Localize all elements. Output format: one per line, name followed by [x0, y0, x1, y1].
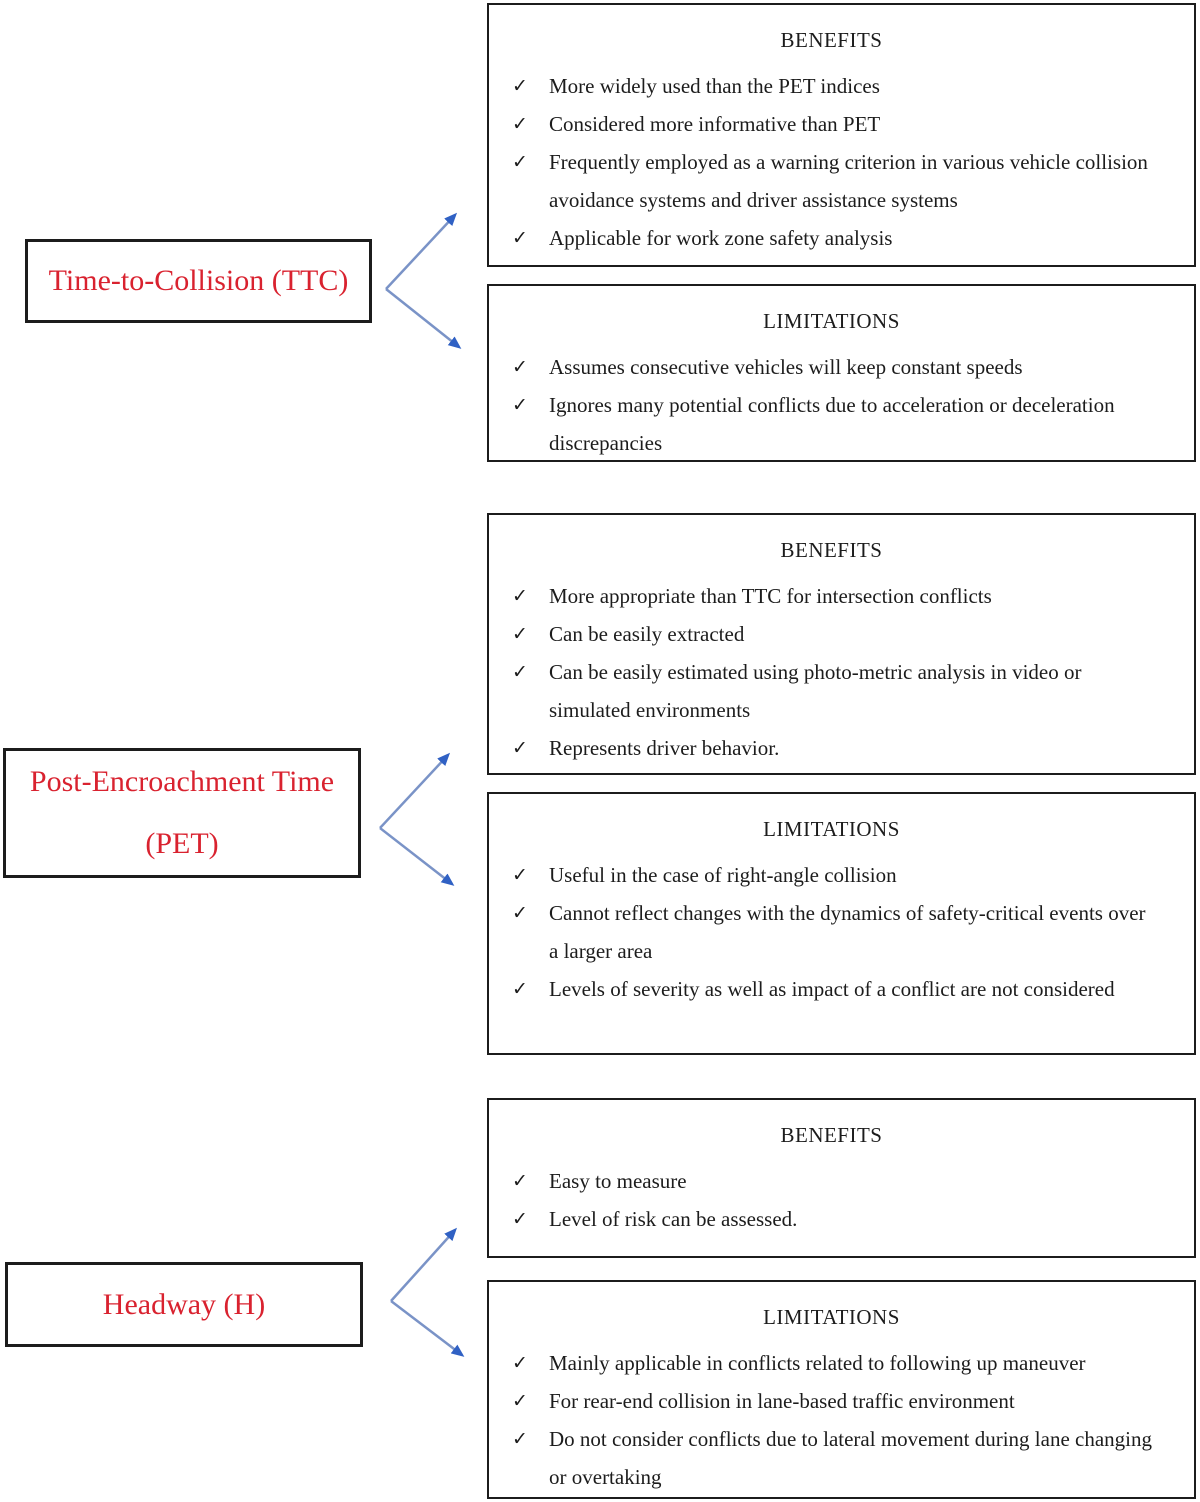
list-item-text: More appropriate than TTC for intersection conflicts	[549, 584, 992, 608]
benefits-box-pet	[487, 513, 1196, 775]
arrow-ttc-benefits	[386, 215, 455, 289]
list-item	[505, 1344, 1158, 1382]
list-item-text: Considered more informative than PET	[549, 112, 881, 136]
arrow-ttc-limitations	[386, 289, 459, 347]
arrow-h-limitations	[391, 1301, 462, 1355]
list-item	[505, 386, 1158, 462]
list-item	[505, 143, 1158, 219]
list-item-text: More widely used than the PET indices	[549, 74, 880, 98]
list-item	[505, 1382, 1158, 1420]
check-icon: ✓	[512, 585, 528, 607]
list-item-text: For rear-end collision in lane-based traffic environment	[549, 1389, 1015, 1413]
check-icon: ✓	[512, 394, 528, 416]
limitations-box-h	[487, 1280, 1196, 1499]
box-title: BENEFITS	[780, 28, 883, 52]
limitations-box-pet	[487, 792, 1196, 1055]
label-h-text: Headway (H)	[102, 1287, 266, 1321]
list-item-text: Can be easily extracted	[549, 622, 745, 646]
check-icon: ✓	[512, 902, 528, 924]
arrow-h-benefits	[391, 1230, 455, 1301]
list-item	[505, 67, 1158, 105]
list-item	[505, 577, 1158, 615]
list-item-text: Do not consider conflicts due to lateral movement during lane changing or overtaking	[549, 1427, 1152, 1489]
list-item-text: Level of risk can be assessed.	[549, 1207, 798, 1231]
benefits-box-ttc	[487, 3, 1196, 267]
limitations-box-ttc	[487, 284, 1196, 462]
check-icon: ✓	[512, 737, 528, 759]
check-icon: ✓	[512, 1208, 528, 1230]
list-item-text: Levels of severity as well as impact of a conflict are not considered	[549, 977, 1115, 1001]
list-item	[505, 856, 1158, 894]
list-item-text: Assumes consecutive vehicles will keep constant speeds	[549, 355, 1023, 379]
check-icon: ✓	[512, 1390, 528, 1412]
list-item-text: Easy to measure	[549, 1169, 687, 1193]
check-icon: ✓	[512, 356, 528, 378]
check-icon: ✓	[512, 113, 528, 135]
list-item	[505, 1200, 1158, 1238]
label-ttc-text: Time-to-Collision (TTC)	[48, 264, 349, 297]
check-icon: ✓	[512, 978, 528, 1000]
label-pet-text: Post-Encroachment Time (PET)	[29, 765, 335, 860]
box-title: LIMITATIONS	[763, 817, 900, 841]
list-item	[505, 729, 1158, 767]
check-icon: ✓	[512, 1170, 528, 1192]
list-item-text: Frequently employed as a warning criterion in various vehicle collision avoidance systems and driver assistance systems	[549, 150, 1148, 212]
list-item	[505, 105, 1158, 143]
box-title: BENEFITS	[780, 1123, 883, 1147]
box-title: BENEFITS	[780, 538, 883, 562]
list-item-text: Useful in the case of right-angle collision	[549, 863, 897, 887]
list-item	[505, 894, 1158, 970]
check-icon: ✓	[512, 864, 528, 886]
check-icon: ✓	[512, 1352, 528, 1374]
list-item-text: Cannot reflect changes with the dynamics of safety-critical events over a larger area	[549, 901, 1146, 963]
list-item	[505, 1420, 1158, 1496]
check-icon: ✓	[512, 661, 528, 683]
list-item	[505, 348, 1158, 386]
list-item-text: Applicable for work zone safety analysis	[549, 226, 893, 250]
arrow-pet-limitations	[380, 828, 452, 884]
benefits-box-h	[487, 1098, 1196, 1258]
box-title: LIMITATIONS	[763, 309, 900, 333]
list-item-text: Mainly applicable in conflicts related to following up maneuver	[549, 1351, 1086, 1375]
check-icon: ✓	[512, 227, 528, 249]
list-item-text: Can be easily estimated using photo-metric analysis in video or simulated environments	[549, 660, 1082, 722]
list-item	[505, 219, 1158, 257]
list-item-text: Ignores many potential conflicts due to acceleration or deceleration discrepancies	[549, 393, 1115, 455]
list-item	[505, 1162, 1158, 1200]
arrow-pet-benefits	[380, 755, 448, 828]
check-icon: ✓	[512, 75, 528, 97]
label-box-h	[5, 1262, 363, 1347]
list-item	[505, 970, 1158, 1008]
label-box-pet	[3, 748, 361, 878]
label-box-ttc	[25, 239, 372, 323]
list-item	[505, 615, 1158, 653]
list-item	[505, 653, 1158, 729]
box-title: LIMITATIONS	[763, 1305, 900, 1329]
list-item-text: Represents driver behavior.	[549, 736, 780, 760]
check-icon: ✓	[512, 1428, 528, 1450]
check-icon: ✓	[512, 151, 528, 173]
check-icon: ✓	[512, 623, 528, 645]
